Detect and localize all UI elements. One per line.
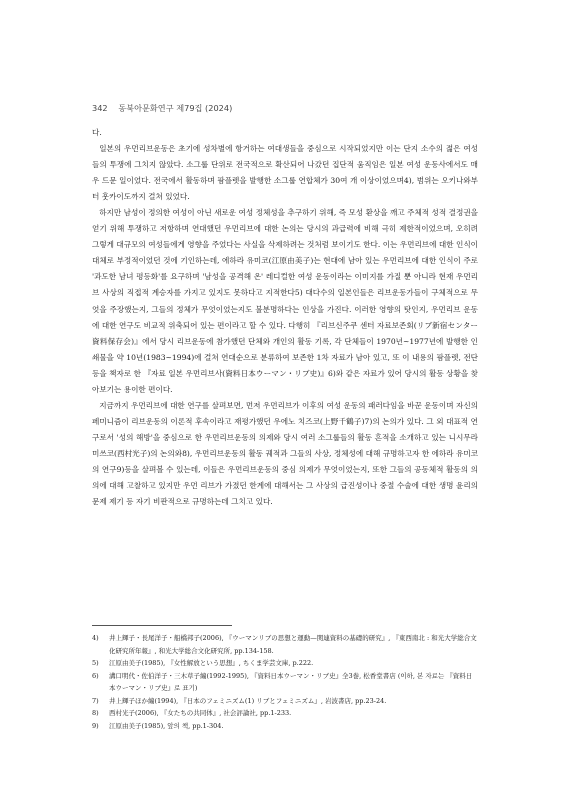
footnote-text: 井上輝子ほか編(1994), 『日本のフェミニズム(1) リブとフェミニズム』, 岩波書店, pp.23-24. xyxy=(109,696,387,705)
footnote xyxy=(92,657,478,670)
footnote-text: 溝口明代・佐伯洋子・三木草子編(1992-1995), 『資料日本ウーマン・リブ史』全3巻, 松香堂書店 (이하, 본 자료는 『資料日本ウーマン・リブ史』로 표기) xyxy=(109,671,473,692)
body-text xyxy=(92,125,478,510)
footnote-text: 井上輝子・長尾洋子・船橋邦子(2006), 『ウーマンリブの思想と運動—関連資料の基礎的研究』, 『東西南北 : 和光大学総合文化研究所年報』, 和光大学総合文化研究所, pp.134-158. xyxy=(109,634,477,655)
paragraph-continuation: 다. xyxy=(92,128,102,137)
footnote-text: 西村光子(2006), 『女たちの共同体』, 社会評論社, pp.1-233. xyxy=(109,709,292,717)
footnote-number: 5) xyxy=(92,659,99,667)
footnotes xyxy=(92,632,478,732)
paragraph: 하지만 남성이 정의한 여성이 아닌 새로운 여성 정체성을 추구하기 위해, 즉 모성 환상을 깨고 주체적 성적 결정권을 얻기 위해 투쟁하고 저항하며 연대했던 우먼리브에 대한 논의는 당시의 과급력에 비해 극히 제한적이었으며, 오히려 그렇게 대규모의 여성들에게 영향을 주었다는 사실을 삭제하려는 것처럼 보이기도 한다. 이는 우먼리브에 대한 인식이 대체로 부정적이었던 것에 기인하는데, 에하라 유미코(江原由美子)는 현대에 남아 있는 우먼리브에 대한 인식이 주로 '과도한 남녀 평등화'를 요구하며 '남성을 공격해 온' 레디컬한 여성 운동이라는 이미지를 가질 뿐 아니라 현재 우먼리브 사상의 직접적 계승자를 가지고 있지도 못하다고 지적한다5) 대다수의 일본인들은 리브운동가들이 구체적으로 무엇을 주장했는지, 그들의 정체가 무엇이었는지도 불분명하다는 인상을 가진다. 이러한 영향의 탓인지, 우먼리브 운동에 대한 연구도 비교적 위축되어 있는 편이라고 할 수 있다. 다행히 『리브신주쿠 센터 자료보존회(リブ新宿センター資料保存会)』에서 당시 리브운동에 참가했던 단체와 개인의 활동 기록, 각 단체들이 1970년~1977년에 발행한 인쇄물을 약 10년(1983~1994)에 걸쳐 연대순으로 분류하여 보존한 1차 자료가 남아 있고, 또 이 내용의 팜플렛, 전단 등을 책자로 한 『자료 일본 우먼리브사(資料日本ウーマン・リブ史)』6)와 같은 자료가 있어 당시의 활동 상황을 찾아보기는 용이한 편이다. xyxy=(92,208,478,394)
footnote xyxy=(92,695,478,708)
paragraph: 지금까지 우먼리브에 대한 연구를 살펴보면, 먼저 우먼리브가 이후의 여성 운동의 패러다임을 바꾼 운동이며 자신의 페미니즘이 리브운동의 이론적 후속이라고 재평가했던 우에노 치즈코(上野千鶴子)7)의 논의가 있다. 그 외 대표적 연구로서 '성의 해방'을 중심으로 한 우먼리브운동의 의제와 당시 여러 소그룹들의 활동 흔적을 소개하고 있는 니시무라 미쓰코(西村光子)의 논의와8), 우먼리브운동의 활동 궤적과 그들의 사상, 정체성에 대해 규명하고자 한 에하라 유미코의 연구9)등을 살펴볼 수 있는데, 이들은 우먼리브운동의 중심 의제가 무엇이었는지, 또한 그들의 공동체적 활동의 의의에 대해 고찰하고 있지만 우먼 리브가 가졌던 한계에 대해서는 그 사상의 급진성이나 중절 수술에 대한 생명 윤리의 문제 제기 등 자기 비판적으로 규명하는데 그치고 있다. xyxy=(92,400,478,507)
footnote-number: 7) xyxy=(92,696,99,705)
footnote-text: 江原由美子(1985), 앞의 책, pp.1-304. xyxy=(109,721,224,730)
journal-title: 동북아문화연구 제79집 (2024) xyxy=(118,103,233,113)
footnote xyxy=(92,670,478,695)
footnote-number: 4) xyxy=(92,634,99,642)
footnote-number: 8) xyxy=(92,709,99,717)
footnote-text: 江原由美子(1985), 『女性解放という思想』, ちくま学芸文庫, p.222. xyxy=(109,659,314,667)
paragraph: 일본의 우먼리브운동은 초기에 성차별에 항거하는 여대생들을 중심으로 시작되었지만 이는 단지 소수의 젊은 여성들의 투쟁에 그치지 않았다. 소그룹 단위로 전국적으로 확산되어 나갔던 집단적 움직임은 일본 여성 운동사에서도 매우 드문 일이었다. 전국에서 활동하며 팜플렛을 발행한 소그룹 연합체가 30여 개 이상이었으며4), 범위는 오키나와부터 훗카이도까지 걸쳐 있었다. xyxy=(92,144,478,202)
footnote-divider xyxy=(92,625,232,626)
page-number: 342 xyxy=(92,103,108,113)
footnote xyxy=(92,720,478,733)
footnote-number: 9) xyxy=(92,721,99,730)
footnote-number: 6) xyxy=(92,671,99,680)
footnote xyxy=(92,707,478,720)
running-header xyxy=(92,103,232,114)
footnote xyxy=(92,632,478,657)
